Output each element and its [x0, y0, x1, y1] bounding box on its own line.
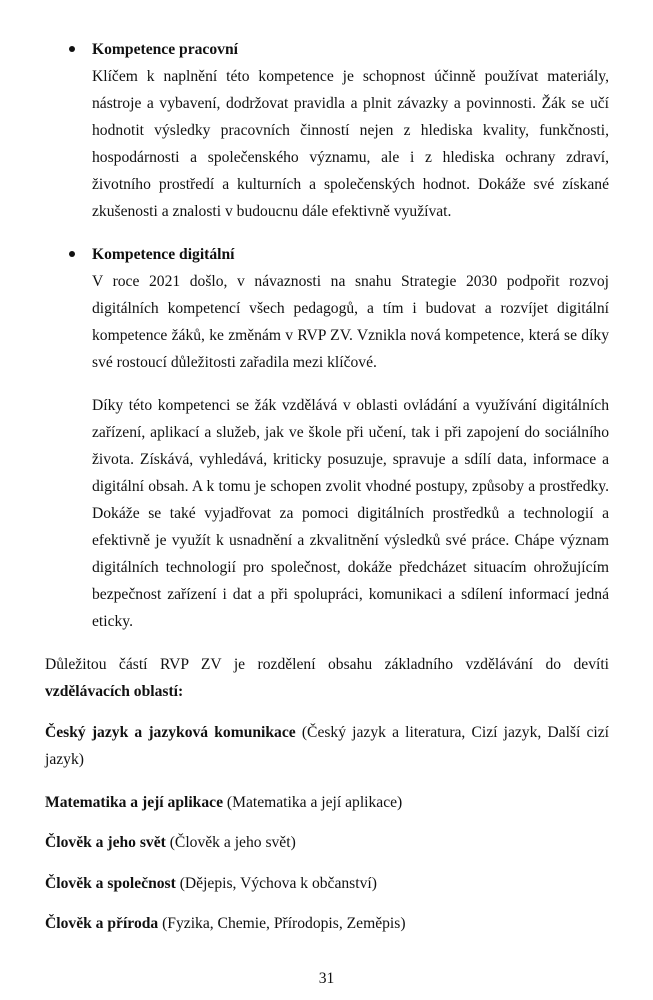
bullet-kompetence-digitalni: [92, 241, 609, 376]
bullet-paragraph: V roce 2021 došlo, v návaznosti na snahu Strategie 2030 podpořit rozvoj digitálních kompetencí všech pedagogů, a tím i budovat a rozvíjet digitální kompetence žáků, ke změnám v RVP ZV. Vznikla nová kompetence, která se díky své rostoucí důležitosti zařadila mezi klíčové.: [92, 273, 609, 371]
area-item: [45, 870, 609, 897]
area-name: Člověk a jeho svět: [45, 834, 166, 851]
bullet-title: Kompetence digitální: [92, 246, 235, 263]
area-name: Matematika a její aplikace: [45, 794, 223, 811]
digital-competence-paragraph: Díky této kompetenci se žák vzdělává v oblasti ovládání a využívání digitálních zařízení, aplikací a služeb, jak ve škole při učení, tak i při zapojení do sociálního života. Získává, vyhledává, kriticky posuzuje, spravuje a sdílí data, informace a digitální obsah. A k tomu je schopen zvolit vhodné postupy, způsoby a prostředky. Dokáže se také vyjadřovat za pomoci digitálních prostředků a technologií a efektivně je využít k usnadnění a zkvalitnění výsledků své práce. Chápe význam digitálních technologií pro společnost, dokáže předcházet situacím ohrožujícím bezpečnost zařízení i dat a při spolupráci, komunikaci a sdílení informací jedná eticky.: [92, 397, 609, 630]
bullet-dot-icon: [69, 46, 75, 52]
areas-intro-text: Důležitou částí RVP ZV je rozdělení obsahu základního vzdělávání do devíti: [45, 656, 609, 673]
areas-intro: [45, 651, 609, 705]
bullet-title: Kompetence pracovní: [92, 41, 238, 58]
area-item: [45, 789, 609, 816]
bullet-kompetence-pracovni: [92, 36, 609, 225]
area-subjects: (Dějepis, Výchova k občanství): [175, 875, 377, 892]
area-item: [45, 910, 609, 937]
bullet-paragraph: Klíčem k naplnění této kompetence je schopnost účinně používat materiály, nástroje a vybavení, dodržovat pravidla a plnit závazky a povinnosti. Žák se učí hodnotit výsledky pracovních činností nejen z hlediska kvality, funkčnosti, hospodárnosti a společenského významu, ale i z hlediska ochrany zdraví, životního prostředí a kulturních a společenských hodnot. Dokáže své získané zkušenosti a znalosti v budoucnu dále efektivně využívat.: [92, 68, 609, 220]
area-subjects: (Člověk a jeho svět): [165, 834, 296, 851]
area-name: Český jazyk a jazyková komunikace: [45, 724, 296, 741]
area-item: [45, 829, 609, 856]
area-name: Člověk a společnost: [45, 875, 176, 892]
area-subjects: (Český jazyk a literatura, Cizí jazyk, Další cizí jazyk): [45, 724, 609, 768]
area-subjects: (Fyzika, Chemie, Přírodopis, Zeměpis): [158, 915, 406, 932]
bullet-dot-icon: [69, 251, 75, 257]
areas-intro-bold: vzdělávacích oblastí:: [45, 683, 184, 700]
page-number: 31: [318, 970, 335, 987]
area-subjects: (Matematika a její aplikace): [223, 794, 403, 811]
area-name: Člověk a příroda: [45, 915, 159, 932]
area-item: [45, 719, 609, 773]
